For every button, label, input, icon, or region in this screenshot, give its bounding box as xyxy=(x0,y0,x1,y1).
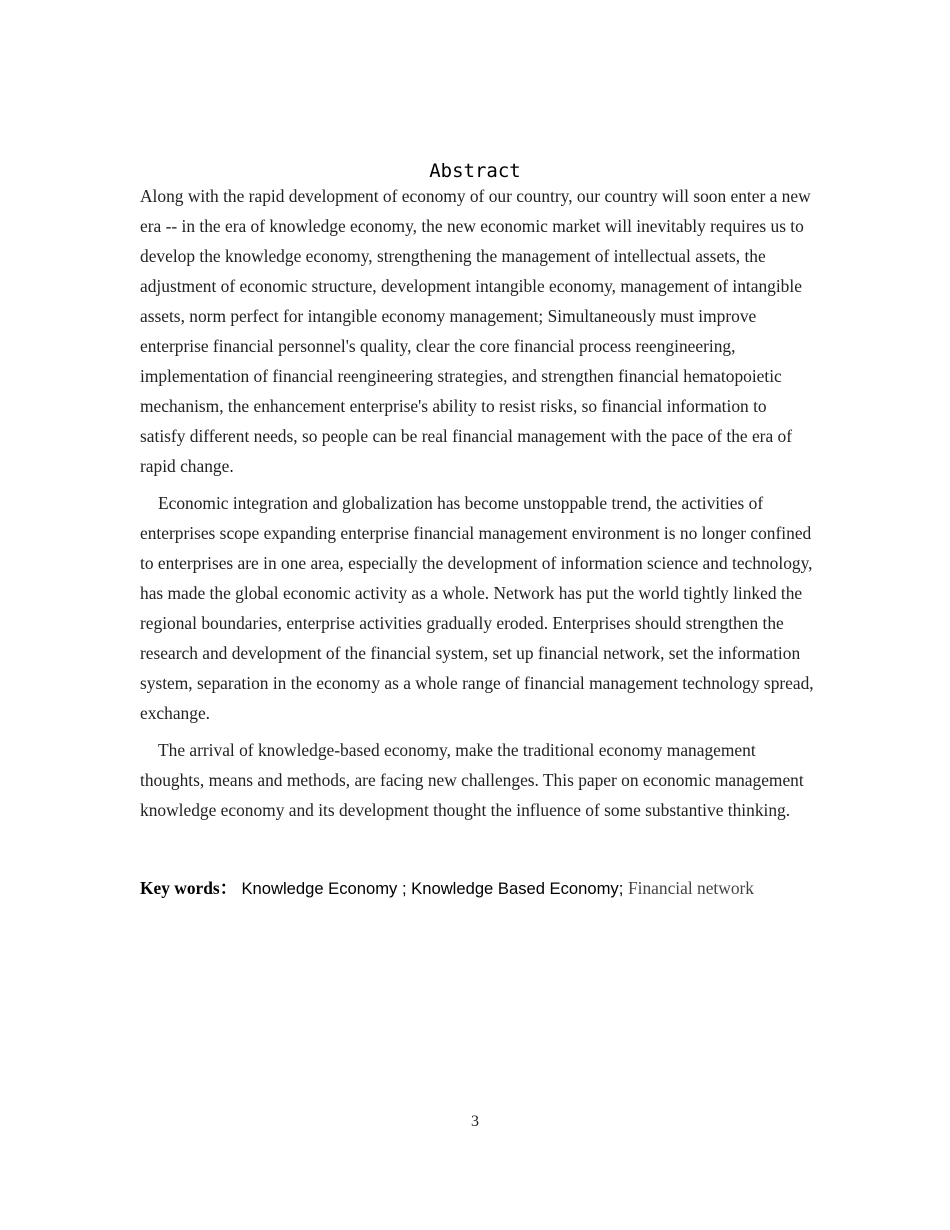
abstract-paragraph-3: The arrival of knowledge-based economy, make the traditional economy management thoughts, means and methods, are facing new challenges. This paper on economic management knowledge economy and its development thought the influence of some substantive thinking. xyxy=(140,740,804,820)
keywords-last-term: Financial network xyxy=(627,878,755,898)
keywords-terms: Knowledge Economy ; Knowledge Based Economy; xyxy=(241,879,628,898)
keywords-label: Key words： xyxy=(140,878,238,898)
keywords-line xyxy=(140,874,840,903)
abstract-paragraph-1: Along with the rapid development of economy of our country, our country will soon enter a new era -- in the era of knowledge economy, the new economic market will inevitably requires us to develop the knowledge economy, strengthening the management of intellectual assets, the adjustment of economic structure, development intangible economy, management of intangible assets, norm perfect for intangible economy management; Simultaneously must improve enterprise financial personnel's quality, clear the core financial process reengineering, implementation of financial reengineering strategies, and strengthen financial hematopoietic mechanism, the enhancement enterprise's ability to resist risks, so financial information to satisfy different needs, so people can be real financial management with the pace of the era of rapid change. xyxy=(140,186,811,476)
abstract-paragraph-2: Economic integration and globalization has become unstoppable trend, the activities of enterprises scope expanding enterprise financial management environment is no longer confined to enterprises are in one area, especially the development of information science and technology, has made the global economic activity as a whole. Network has put the world tightly linked the regional boundaries, enterprise activities gradually eroded. Enterprises should strengthen the research and development of the financial system, set up financial network, set the information system, separation in the economy as a whole range of financial management technology spread, exchange. xyxy=(140,493,814,723)
abstract-body xyxy=(140,181,814,832)
abstract-title: Abstract xyxy=(429,160,521,182)
page-number: 3 xyxy=(471,1113,479,1130)
